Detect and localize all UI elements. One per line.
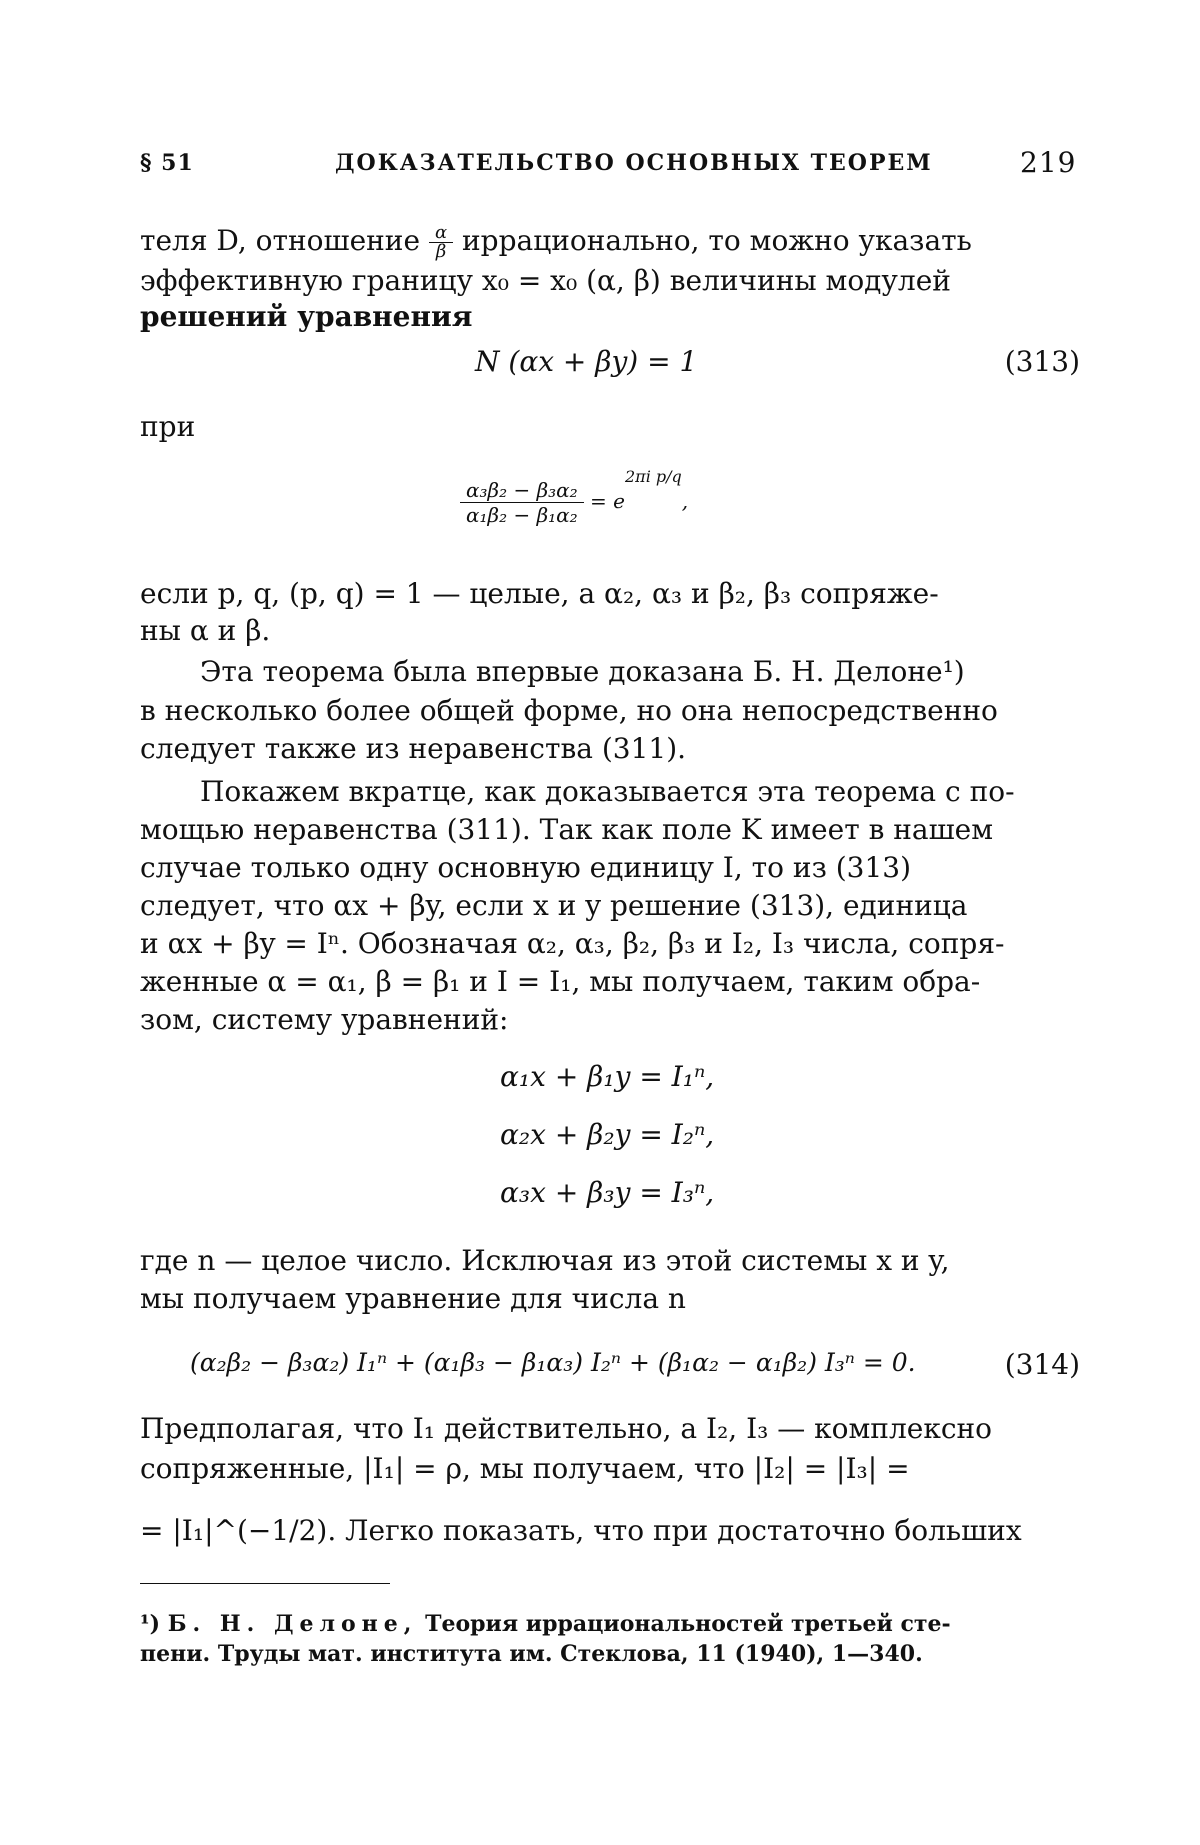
text-line: Эта теорема была впервые доказана Б. Н. Делоне¹) (200, 655, 965, 688)
text-line: ны α и β. (140, 614, 271, 647)
system-equation-2: α₂x + β₂y = I₂ⁿ, (500, 1118, 715, 1151)
text-line: случае только одну основную единицу I, то из (313) (140, 851, 912, 884)
text-line: женные α = α₁, β = β₁ и I = I₁, мы получаем, таким обра- (140, 965, 981, 998)
text-line: зом, систему уравнений: (140, 1003, 509, 1036)
footnote-rule (140, 1583, 390, 1584)
text-line: если p, q, (p, q) = 1 — целые, а α₂, α₃ и β₂, β₃ сопряже- (140, 577, 939, 610)
text-line: и αx + βy = Iⁿ. Обозначая α₂, α₃, β₂, β₃ и I₂, I₃ числа, сопря- (140, 927, 1005, 960)
equation-number-314: (314) (1004, 1348, 1080, 1381)
footnote-line: пени. Труды мат. института им. Стеклова, 11 (1940), 1—340. (140, 1641, 923, 1667)
condition-fraction: $\frac{\text{α₃β₂ − β₃α₂}}{\text{α₁β₂ − β₁α₂}}$ (460, 478, 584, 527)
text-line: мы получаем уравнение для числа n (140, 1282, 686, 1315)
footnote-line: ¹) Б. Н. Делоне, Теория иррациональностей третьей сте- (140, 1611, 951, 1637)
alpha-beta-fraction: $\frac{\alpha}{\beta}$ (429, 224, 453, 261)
text-line: Покажем вкратце, как доказывается эта теорема с по- (200, 775, 1015, 808)
system-equation-3: α₃x + β₃y = I₃ⁿ, (500, 1176, 715, 1209)
text-line: = |I₁|^(−1/2). Легко показать, что при достаточно больших (140, 1514, 1022, 1547)
text-line: следует, что αx + βy, если x и y решение (313), единица (140, 889, 968, 922)
running-title: ДОКАЗАТЕЛЬСТВО ОСНОВНЫХ ТЕОРЕМ (335, 150, 933, 176)
text-line: следует также из неравенства (311). (140, 732, 687, 765)
text-line: решений уравнения (140, 300, 473, 333)
text-line: мощью неравенства (311). Так как поле K имеет в нашем (140, 813, 993, 846)
system-equation-1: α₁x + β₁y = I₁ⁿ, (500, 1060, 715, 1093)
text-line: при (140, 410, 196, 443)
condition-equation: $\frac{\text{α₃β₂ − β₃α₂}}{\text{α₁β₂ − β₁α₂}}$ = $e^{2\pi i p/q}$, (460, 478, 688, 527)
text-line: сопряженные, |I₁| = ρ, мы получаем, что |I₂| = |I₃| = (140, 1452, 910, 1485)
equation-314: (α₂β₂ − β₃α₂) I₁ⁿ + (α₁β₃ − β₁α₃) I₂ⁿ + (β₁α₂ − α₁β₂) I₃ⁿ = 0. (190, 1348, 916, 1377)
text-line: Предполагая, что I₁ действительно, а I₂, I₃ — комплексно (140, 1412, 993, 1445)
text-line: в несколько более общей форме, но она непосредственно (140, 694, 998, 727)
equation-number-313: (313) (1004, 345, 1080, 378)
text-line: эффективную границу x₀ = x₀ (α, β) величины модулей (140, 264, 951, 297)
text-line: где n — целое число. Исключая из этой системы x и y, (140, 1244, 950, 1277)
section-number: § 51 (140, 150, 194, 176)
equation-313: N (αx + βy) = 1 (475, 345, 698, 378)
page-number: 219 (1020, 146, 1077, 179)
text-line: теля D, отношение $\frac{\alpha}{\beta}$ иррационально, то можно указать (140, 222, 972, 261)
